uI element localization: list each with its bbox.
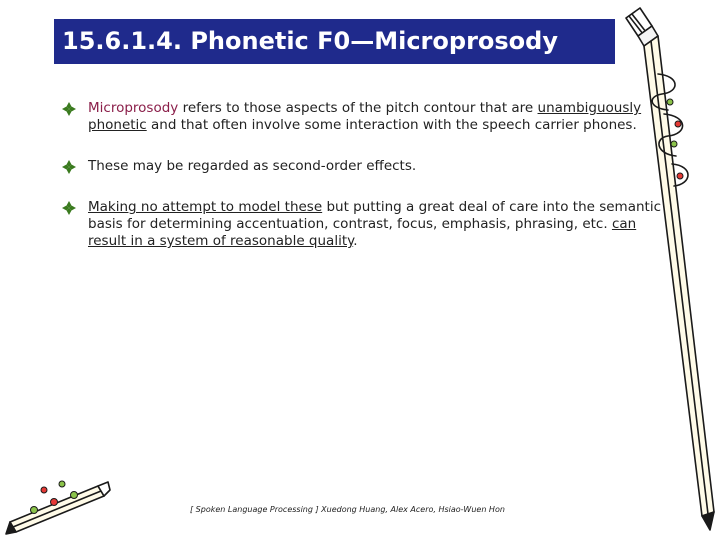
underlined-phrase: Making no attempt to model these (88, 199, 323, 215)
diamond-quad-bullet-icon (62, 201, 76, 215)
underlined-phrase: unambiguously phonetic (88, 100, 642, 133)
pencil-icon (4, 478, 114, 538)
underlined-phrase: can result in a system of reasonable quality (88, 216, 637, 249)
term-microprosody: Microprosody (88, 100, 179, 116)
bullet-item (62, 199, 662, 250)
diamond-quad-bullet-icon (62, 160, 76, 174)
pencil-icon (618, 4, 718, 534)
text-span: but putting a great deal of care into the semantic basis for determining accentuation, contrast, focus, emphasis, phrasing, etc. (88, 199, 662, 232)
bullet-text (88, 100, 662, 134)
text-span: and that often involve some interaction with the speech carrier phones. (146, 117, 637, 133)
bullet-item (62, 100, 662, 134)
bullet-item (62, 158, 662, 175)
bullet-text (88, 158, 662, 175)
footer-citation: [ Spoken Language Processing ] Xuedong Huang, Alex Acero, Hsiao-Wuen Hon (190, 505, 505, 514)
bullet-text (88, 199, 662, 250)
text-span: These may be regarded as second-order effects. (88, 158, 417, 174)
text-span: . (353, 233, 358, 249)
diamond-quad-bullet-icon (62, 102, 76, 116)
bullet-list (62, 100, 662, 274)
slide-title: 15.6.1.4. Phonetic F0—Microprosody (54, 19, 615, 64)
text-span: refers to those aspects of the pitch contour that are (178, 100, 538, 116)
